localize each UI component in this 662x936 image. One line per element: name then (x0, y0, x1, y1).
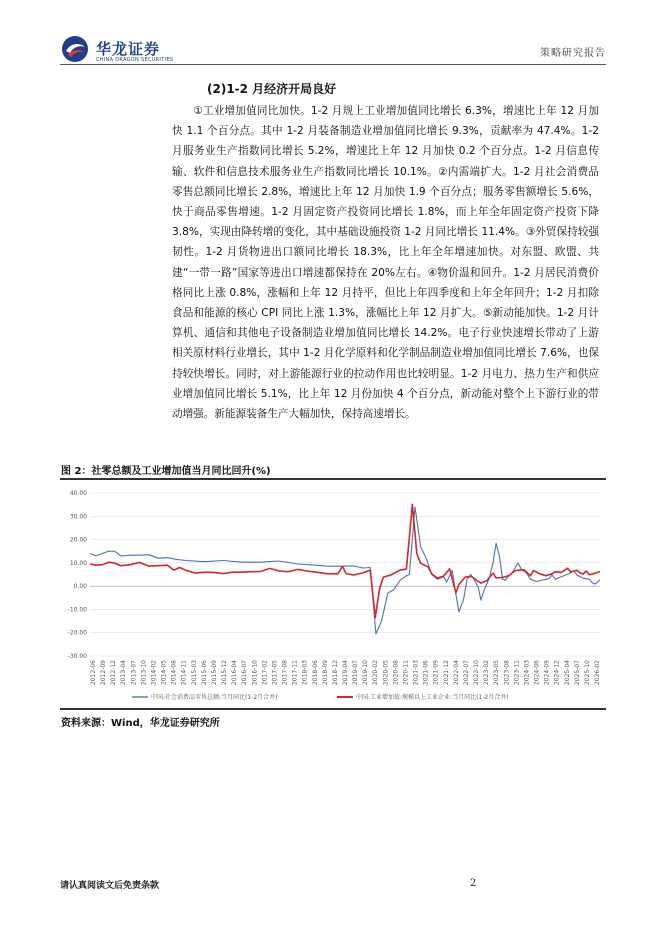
series-line-2 (90, 504, 600, 617)
x-tick-label: 2016-04 (231, 660, 239, 686)
x-tick-label: 2013-04 (120, 660, 128, 686)
y-tick-label: 40.00 (69, 490, 87, 497)
footer-disclaimer: 请认真阅读文后免责条款 (60, 881, 160, 891)
x-tick-label: 2024-06 (533, 660, 541, 686)
x-tick-label: 2024-12 (553, 660, 561, 686)
company-logo (60, 30, 200, 72)
section-heading: (2)1-2 月经济开局良好 (207, 82, 337, 96)
figure-title: 图 2：社零总额及工业增加值当月同比回升(%) (61, 466, 271, 477)
y-tick-label: -20.00 (67, 629, 87, 637)
x-tick-label: 2015-06 (200, 660, 208, 686)
logo-subtitle: CHINA DRAGON SECURITIES (96, 57, 174, 63)
logo-name: 华龙证券 (96, 40, 161, 58)
x-tick-label: 2015-09 (210, 660, 218, 686)
x-tick-label: 2015-12 (221, 660, 229, 686)
figure-source: 资料来源：Wind，华龙证券研究所 (61, 718, 220, 729)
x-tick-label: 2013-10 (140, 660, 148, 686)
page-number: 2 (470, 878, 477, 889)
x-tick-label: 2022-07 (462, 660, 470, 686)
x-tick-label: 2025-07 (573, 660, 581, 686)
legend-label: 中国:社会消费品零售总额:当月同比(1-2月合并) (151, 694, 278, 701)
x-tick-label: 2014-02 (150, 660, 158, 686)
y-tick-label: 10.00 (69, 559, 87, 567)
x-tick-label: 2021-03 (412, 660, 420, 686)
y-tick-label: 20.00 (69, 536, 87, 544)
x-tick-label: 2018-09 (321, 660, 329, 686)
x-tick-label: 2016-10 (251, 660, 259, 686)
x-tick-label: 2015-03 (190, 660, 198, 686)
x-tick-label: 2020-11 (402, 660, 410, 686)
line-chart (60, 481, 606, 706)
x-tick-label: 2019-07 (352, 660, 360, 686)
x-tick-label: 2017-11 (291, 660, 299, 686)
x-tick-label: 2016-07 (241, 660, 249, 686)
x-tick-label: 2024-09 (543, 660, 551, 686)
x-tick-label: 2014-11 (180, 660, 188, 686)
x-tick-label: 2017-08 (281, 660, 289, 686)
figure-bottom-divider (60, 708, 606, 710)
body-text (172, 101, 599, 424)
x-tick-label: 2012-06 (90, 660, 97, 686)
x-tick-label: 2026-02 (594, 660, 601, 686)
x-tick-label: 2023-05 (493, 660, 501, 686)
x-tick-label: 2025-04 (563, 660, 571, 686)
x-tick-label: 2019-10 (362, 660, 370, 686)
legend-label: 中国:工业增加值:规模以上工业企业:当月同比(1-2月合并) (356, 694, 509, 701)
x-tick-label: 2018-06 (311, 660, 319, 686)
x-tick-label: 2012-12 (110, 660, 118, 686)
figure-top-divider (60, 478, 606, 480)
header-divider (60, 64, 606, 65)
document-type-label: 策略研究报告 (540, 48, 606, 59)
x-tick-label: 2012-09 (100, 660, 108, 686)
x-tick-label: 2021-12 (442, 660, 450, 686)
x-tick-label: 2020-08 (392, 660, 400, 686)
x-tick-label: 2022-10 (473, 660, 481, 686)
chart-svg (60, 481, 606, 706)
x-tick-label: 2014-08 (170, 660, 178, 686)
x-tick-label: 2018-12 (331, 660, 339, 686)
x-tick-label: 2021-09 (432, 660, 440, 686)
dragon-logo-icon (60, 34, 90, 64)
x-tick-label: 2025-10 (583, 660, 591, 686)
x-tick-label: 2019-04 (342, 660, 349, 686)
x-tick-label: 2023-08 (503, 660, 511, 686)
body-paragraph: ①工业增加值同比加快。1-2 月规上工业增加值同比增长 6.3%，增速比上年 12 月加快 1.1 个百分点。其中 1-2 月装备制造业增加值同比增长 9.3%，贡献率为 47.4%。1-2 月服务业生产指数同比增长 5.2%，增速比上年 12 月加快 0.2 个百分点。1-2 月信息传输、软件和信息技术服务业生产指数同比增长 10.1%。②内需端扩大。1-2 月社会消费品零售总额同比增长 2.8%，增速比上年 12 月加快 1.9 个百分点；服务零售额增长 5.6%，快于商品零售增速。1-2 月固定资产投资同比增长 1.8%，而上年全年固定资产投资下降 3.8%，实现由降转增的变化，其中基础设施投资 1-2 月同比增长 11.4%。③外贸保持较强韧性。1-2 月货物进出口额同比增长 18.3%，比上年全年增速加快。对东盟、欧盟、共建“一带一路”国家等进出口增速都保持在 20%左右。④物价温和回升。1-2 月居民消费价格同比上涨 0.8%，涨幅和上年 12 月持平，但比上年四季度和上年全年回升；1-2 月扣除食品和能源的核心 CPI 同比上涨 1.3%，涨幅比上年 12 月扩大。⑤新动能加快。1-2 月计算机、通信和其他电子设备制造业增加值同比增长 14.2%。电子行业快速增长带动了上游相关原材料行业增长，其中 1-2 月化学原料和化学制品制造业增加值同比增长 7.6%，也保持较快增长。同时，对上游能源行业的拉动作用也比较明显。1-2 月电力、热力生产和供应业增加值同比增长 5.1%，比上年 12 月份加快 4 个百分点，新动能对整个上下游行业的带动增强。新能源装备生产大幅加快，保持高速增长。 (172, 105, 599, 421)
x-tick-label: 2023-02 (483, 660, 491, 686)
x-tick-label: 2021-06 (422, 660, 430, 686)
x-tick-label: 2017-02 (261, 660, 269, 686)
x-tick-label: 2024-03 (523, 660, 531, 686)
y-tick-label: 30.00 (69, 513, 87, 521)
y-tick-label: -30.00 (67, 653, 87, 660)
y-tick-label: -10.00 (67, 606, 87, 614)
x-tick-label: 2013-07 (130, 660, 138, 686)
x-tick-label: 2023-11 (513, 660, 521, 686)
x-tick-label: 2017-05 (271, 660, 279, 686)
x-tick-label: 2018-03 (301, 660, 309, 686)
x-tick-label: 2022-04 (452, 660, 460, 686)
x-tick-label: 2020-02 (372, 660, 380, 686)
x-tick-label: 2014-05 (160, 660, 168, 686)
y-tick-label: 0.00 (73, 583, 87, 591)
x-tick-label: 2020-05 (382, 660, 390, 686)
